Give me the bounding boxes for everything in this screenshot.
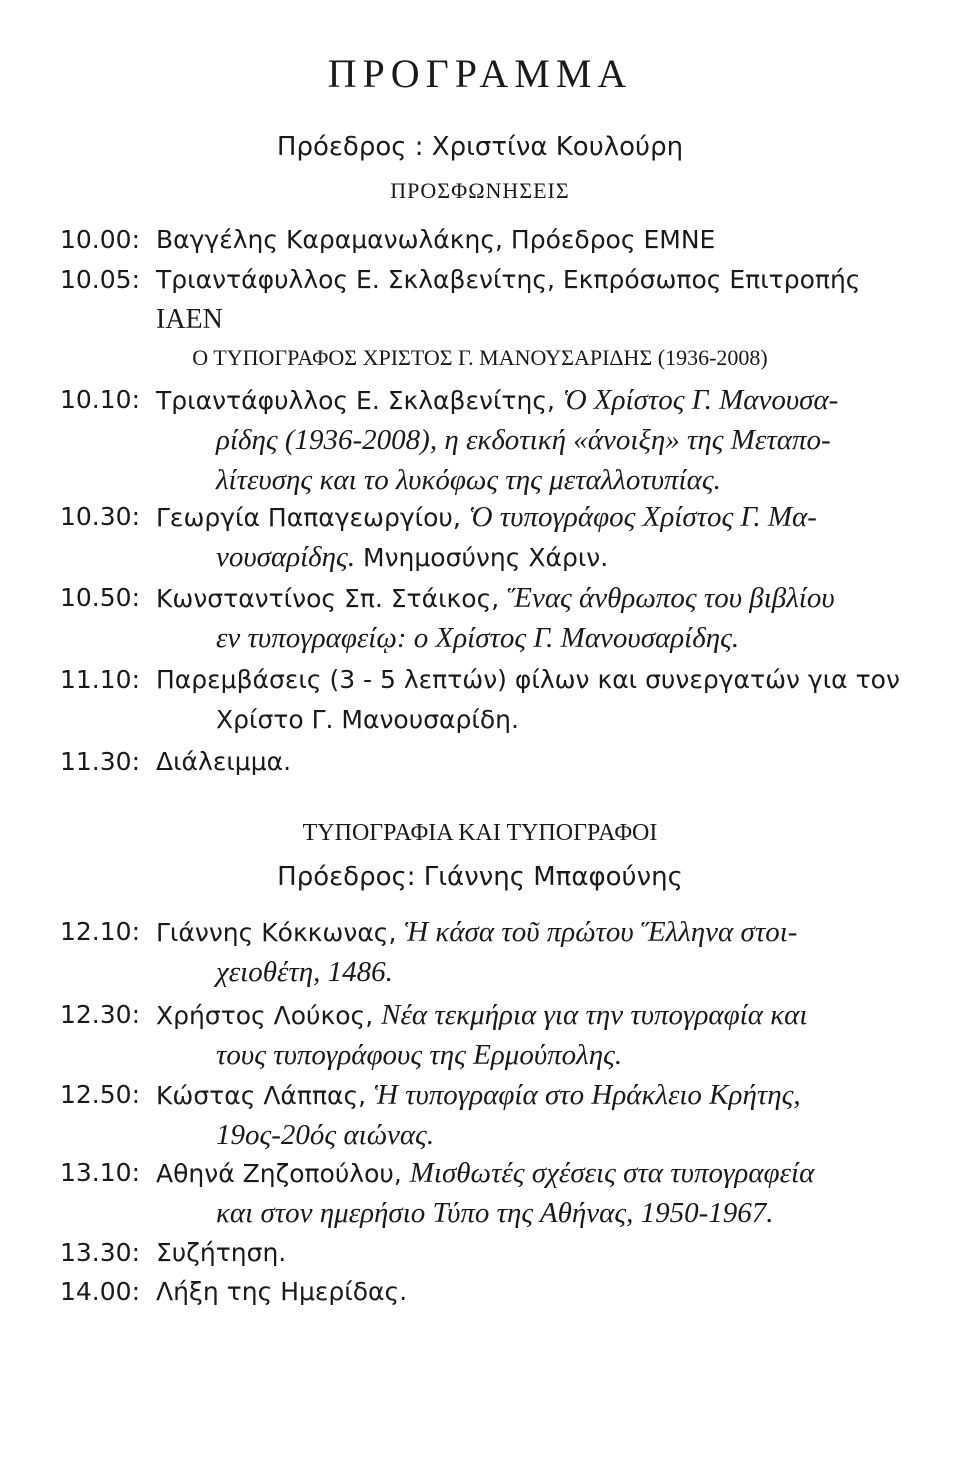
- item-title-cont: χειοθέτη, 1486.: [216, 956, 393, 988]
- item-text: Λήξη της Ημερίδας.: [156, 1277, 408, 1306]
- item-title: Μισθωτές σχέσεις στα τυπογραφεία: [409, 1157, 815, 1189]
- item-time: 14.00:: [60, 1277, 140, 1306]
- item-title: Ἡ τυπογραφία στο Ηράκλειο Κρήτης,: [374, 1079, 801, 1111]
- item-time: 13.10:: [60, 1158, 140, 1187]
- item-text: Συζήτηση.: [156, 1238, 287, 1267]
- item-title: Ὁ τυπογράφος Χρίστος Γ. Μα-: [468, 501, 817, 533]
- item-text: Διάλειμμα.: [156, 747, 292, 776]
- item-title: Ἕνας άνθρωπος του βιβλίου: [507, 582, 835, 614]
- item-time: 10.00:: [60, 225, 140, 254]
- item-title-cont: ρίδης (1936-2008), η εκδοτική «άνοιξη» της Μεταπο-: [216, 424, 831, 456]
- section3-heading: ΤΥΠΟΓΡΑΦΙΑ ΚΑΙ ΤΥΠΟΓΡΑΦΟΙ: [302, 820, 658, 846]
- section2-heading: Ο ΤΥΠΟΓΡΑΦΟΣ ΧΡΙΣΤΟΣ Γ. ΜΑΝΟΥΣΑΡΙΔΗΣ (1936-2008): [192, 345, 768, 370]
- item-title-cont: λίτευσης και το λυκόφως της μεταλλοτυπίας.: [216, 464, 721, 496]
- item-title-cont: και στον ημερήσιο Τύπο της Αθήνας, 1950-1967.: [216, 1197, 774, 1229]
- item-author: Τριαντάφυλλος Ε. Σκλαβενίτης,: [156, 386, 563, 415]
- item-text: Βαγγέλης Καραμανωλάκης, Πρόεδρος ΕΜΝΕ: [156, 225, 716, 254]
- item-time: 12.30:: [60, 1000, 140, 1029]
- item-time: 11.10:: [60, 665, 140, 694]
- item-time: 10.50:: [60, 583, 140, 612]
- item-title-cont: εν τυπογραφείῳ: ο Χρίστος Γ. Μανουσαρίδης.: [216, 622, 740, 654]
- item-title-cont: νουσαρίδης.: [216, 541, 356, 573]
- page-title: ΠΡΟΓΡΑΜΜΑ: [327, 51, 633, 96]
- item-time: 10.05:: [60, 265, 140, 294]
- item-time: 12.50:: [60, 1080, 140, 1109]
- item-title-cont: τους τυπογράφους της Ερμούπολης.: [216, 1039, 623, 1071]
- item-title: Ἡ κάσα τοῦ πρώτου Ἕλληνα στοι-: [404, 916, 798, 948]
- item-text-line: Χρίστο Γ. Μανουσαρίδη.: [216, 705, 519, 734]
- item-text-line: Παρεμβάσεις (3 - 5 λεπτών) φίλων και συνεργατών για τον: [156, 665, 900, 694]
- item-author: Γιάννης Κόκκωνας,: [156, 918, 405, 947]
- item-author: Γεωργία Παπαγεωργίου,: [156, 503, 469, 532]
- item-title-cont: 19ος-20ός αιώνας.: [216, 1119, 435, 1151]
- item-title: Ὁ Χρίστος Γ. Μανουσα-: [562, 384, 839, 416]
- item-author: Κωνσταντίνος Σπ. Στάικος,: [156, 584, 508, 613]
- item-author: Αθηνά Ζηζοπούλου,: [156, 1159, 410, 1188]
- item-author: Κώστας Λάππας,: [156, 1081, 375, 1110]
- session1-heading: ΠΡΟΣΦΩΝΗΣΕΙΣ: [390, 178, 570, 203]
- item-time: 11.30:: [60, 747, 140, 776]
- item-time: 13.30:: [60, 1238, 140, 1267]
- item-time: 10.30:: [60, 502, 140, 531]
- item-text-line: Τριαντάφυλλος Ε. Σκλαβενίτης, Εκπρόσωπος Επιτροπής: [156, 265, 861, 294]
- item-note: Μνημοσύνης Χάριν.: [355, 543, 609, 572]
- item-time: 12.10:: [60, 917, 140, 946]
- item-author: Χρήστος Λούκος,: [156, 1001, 382, 1030]
- session1-chair: Πρόεδρος : Χριστίνα Κουλούρη: [276, 132, 684, 162]
- item-time: 10.10:: [60, 385, 140, 414]
- item-text-line: ΙΑΕΝ: [156, 304, 223, 335]
- item-title: Νέα τεκμήρια για την τυπογραφία και: [381, 999, 808, 1031]
- section3-chair: Πρόεδρος: Γιάννης Μπαφούνης: [277, 862, 683, 892]
